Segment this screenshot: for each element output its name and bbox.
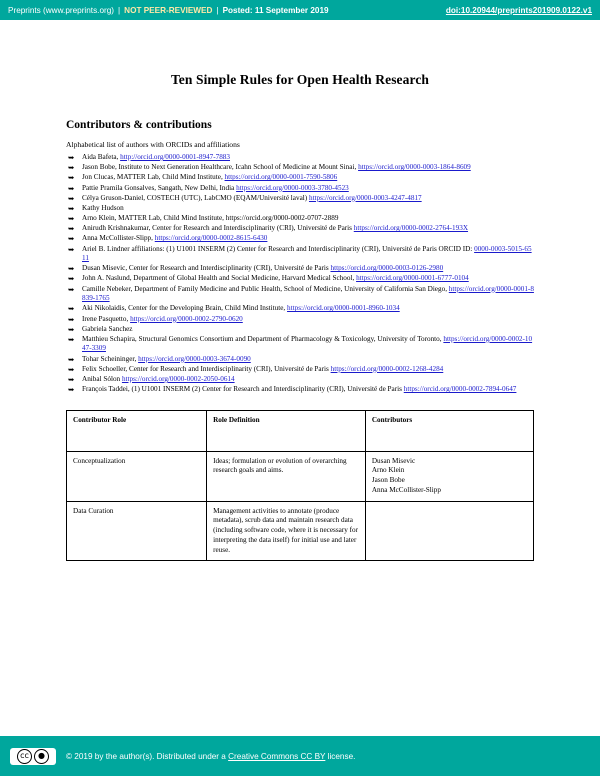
cc-by-icon: cc ● [10, 748, 56, 765]
author-list-item [66, 375, 534, 385]
author-list-item [66, 335, 534, 354]
posted-date-label: Posted: 11 September 2019 [222, 5, 329, 15]
author-name-affiliation: John A. Naslund, Department of Global Health and Social Medicine, Harvard Medical School, [82, 274, 357, 283]
arrow-bullet-icon: ➥ [68, 385, 75, 395]
orcid-link[interactable]: 0000-0003-5015-6511 [82, 244, 532, 263]
license-link[interactable]: Creative Commons CC BY [228, 751, 326, 761]
orcid-link[interactable]: https://orcid.org/0000-0003-1864-8609 [358, 163, 471, 172]
orcid-link[interactable]: https://orcid.org/0000-0001-8960-1034 [287, 304, 400, 313]
orcid-link[interactable]: https://orcid.org/0000-0002-0707-2889 [225, 214, 339, 223]
author-list-item [66, 224, 534, 234]
orcid-link[interactable]: https://orcid.org/0000-0002-1047-3309 [82, 334, 533, 353]
arrow-bullet-icon: ➥ [68, 153, 75, 162]
author-name-affiliation: Jason Bobe, Institute to Next Generation Healthcare, Icahn School of Medicine at Mount Sinai, [82, 163, 359, 172]
author-name-affiliation: Dusan Misevic, Center for Research and Interdisciplinarity (CRI), Université de Paris [82, 264, 331, 273]
arrow-bullet-icon: ➥ [68, 214, 75, 224]
author-list-item [66, 285, 534, 304]
author-list-item [66, 163, 534, 173]
contributor-name: Arno Klein [371, 466, 405, 475]
cell-role-definition: Ideas; formulation or evolution of overarching research goals and aims. [207, 451, 366, 501]
orcid-link[interactable]: https://orcid.org/0000-0002-2790-0620 [130, 314, 243, 323]
arrow-bullet-icon: ➥ [68, 314, 75, 324]
arrow-bullet-icon: ➥ [68, 364, 75, 374]
contributor-roles-table [66, 410, 534, 561]
banner-separator-1: | [118, 5, 121, 15]
orcid-link[interactable]: https://orcid.org/0000-0003-0126-2980 [330, 264, 444, 273]
author-name-affiliation: Kathy Hudson [82, 203, 124, 212]
banner-separator-2: | [216, 5, 219, 15]
author-list-item [66, 153, 534, 163]
orcid-link[interactable]: https://orcid.org/0000-0003-3780-4523 [236, 183, 349, 192]
author-name-affiliation: Tohar Scheininger, [82, 354, 139, 363]
author-list-item [66, 204, 534, 214]
author-list-item [66, 315, 534, 325]
doi-link[interactable]: doi:10.20944/preprints201909.0122.v1 [445, 5, 592, 15]
orcid-link[interactable]: http://orcid.org/0000-0001-8947-7883 [120, 153, 230, 161]
author-list-item [66, 325, 534, 335]
license-text [66, 752, 355, 761]
arrow-bullet-icon: ➥ [68, 183, 75, 193]
arrow-bullet-icon: ➥ [68, 375, 75, 384]
cell-contributors [365, 451, 533, 501]
cell-role-name: Data Curation [67, 501, 207, 561]
orcid-link[interactable]: https://orcid.org/0000-0002-2764-193X [353, 224, 469, 233]
author-list-item [66, 304, 534, 314]
author-list-item [66, 365, 534, 375]
column-header-role: Contributor Role [67, 410, 207, 451]
author-name-affiliation: Irene Pasquetto, [82, 314, 131, 323]
author-name-affiliation: Gabriela Sanchez [82, 324, 133, 333]
arrow-bullet-icon: ➥ [68, 264, 75, 274]
author-name-affiliation: Felix Schoeller, Center for Research and Interdisciplinarity (CRI), Université de Paris [82, 364, 331, 373]
author-name-affiliation: Anna McCollister-Slipp, [82, 234, 155, 243]
orcid-link[interactable]: https://orcid.org/0000-0001-6777-0104 [356, 274, 469, 283]
contributor-name: Anna McCollister-Slipp [371, 485, 441, 494]
author-list-item [66, 355, 534, 365]
section-heading-contributors: Contributors & contributions [66, 119, 212, 131]
contributor-name: Dusan Misevic [371, 456, 416, 465]
table-row [67, 451, 534, 501]
author-list-item [66, 214, 534, 224]
cell-role-definition: Management activities to annotate (produce metadata), scrub data and maintain research data (including software code, where it is necessary for interpreting the data itself) for initial use and later reuse. [207, 501, 366, 561]
author-name-affiliation: Pattie Pramila Gonsalves, Sangath, New Delhi, India [82, 183, 237, 192]
author-list-item [66, 234, 534, 244]
table-row [67, 501, 534, 561]
arrow-bullet-icon: ➥ [68, 163, 75, 173]
author-name-affiliation: Anirudh Krishnakumar, Center for Research and Interdisciplinarity (CRI), Université de Paris [82, 224, 354, 233]
copyright-text: © 2019 by the author(s). Distributed under a [66, 751, 229, 761]
table-body [67, 451, 534, 560]
author-name-affiliation: Camille Nebeker, Department of Family Medicine and Public Health, School of Medicine, University of California San Diego, [82, 284, 449, 293]
not-peer-reviewed-label: NOT PEER-REVIEWED [124, 5, 213, 15]
orcid-link[interactable]: https://orcid.org/0000-0002-1268-4284 [330, 364, 444, 373]
arrow-bullet-icon: ➥ [68, 224, 75, 234]
arrow-bullet-icon: ➥ [68, 304, 75, 314]
arrow-bullet-icon: ➥ [68, 244, 75, 254]
arrow-bullet-icon: ➥ [68, 203, 75, 213]
cell-contributors [365, 501, 533, 561]
orcid-link[interactable]: https://orcid.org/0000-0002-7894-0647 [403, 385, 517, 394]
author-list-item [66, 274, 534, 284]
table-header-row [67, 410, 534, 451]
preprint-banner [0, 0, 600, 20]
arrow-bullet-icon: ➥ [68, 284, 75, 294]
arrow-bullet-icon: ➥ [68, 274, 75, 284]
author-name-affiliation: François Taddei, (1) U1001 INSERM (2) Center for Research and Interdisciplinarity (CRI), Université de Paris [82, 385, 404, 394]
author-name-affiliation: Matthieu Schapira, Structural Genomics Consortium and Department of Pharmacology & Toxicology, University of Toronto, [82, 334, 444, 343]
license-tail-text: license. [325, 751, 356, 761]
preprints-site-label[interactable]: Preprints (www.preprints.org) [8, 5, 115, 15]
author-list-item [66, 245, 534, 264]
author-name-affiliation: Arno Klein, MATTER Lab, Child Mind Institute, [82, 214, 226, 223]
arrow-bullet-icon: ➥ [68, 354, 75, 364]
arrow-bullet-icon: ➥ [68, 334, 75, 344]
author-list-subheading: Alphabetical list of authors with ORCIDs and affiliations [66, 140, 240, 149]
arrow-bullet-icon: ➥ [68, 173, 75, 183]
author-name-affiliation: Aki Nikolaidis, Center for the Developing Brain, Child Mind Institute, [82, 304, 288, 313]
author-list [66, 153, 534, 395]
document-page [0, 20, 600, 736]
orcid-link[interactable]: https://orcid.org/0000-0001-7590-5806 [224, 173, 338, 182]
orcid-link[interactable]: https://orcid.org/0000-0002-8615-6430 [154, 234, 268, 243]
orcid-link[interactable]: https://orcid.org/0000-0001-8839-1765 [82, 284, 534, 303]
author-list-item [66, 264, 534, 274]
author-name-affiliation: Aida Bafeta, [82, 153, 121, 161]
arrow-bullet-icon: ➥ [68, 324, 75, 334]
author-list-item [66, 173, 534, 183]
author-name-affiliation: Anibal Sólon [82, 375, 122, 383]
author-name-affiliation: Célya Gruson-Daniel, COSTECH (UTC), LabCMO (EQAM/Université laval) [82, 193, 309, 202]
author-list-item [66, 184, 534, 194]
author-name-affiliation: Jon Clucas, MATTER Lab, Child Mind Institute, [82, 173, 225, 182]
author-list-item [66, 194, 534, 204]
orcid-link[interactable]: https://orcid.org/0000-0003-3674-0090 [138, 354, 251, 363]
page-title: Ten Simple Rules for Open Health Research [170, 72, 430, 87]
author-name-affiliation: Ariel B. Lindner affiliations: (1) U1001 INSERM (2) Center for Research and Interdisciplinarity (CRI), Université de Paris ORCID ID: [82, 244, 475, 253]
contributor-name: Jason Bobe [371, 476, 405, 485]
cell-role-name: Conceptualization [67, 451, 207, 501]
column-header-contributors: Contributors [365, 410, 533, 451]
arrow-bullet-icon: ➥ [68, 234, 75, 244]
arrow-bullet-icon: ➥ [68, 193, 75, 203]
column-header-definition: Role Definition [207, 410, 366, 451]
orcid-link[interactable]: https://orcid.org/0000-0002-2050-0614 [121, 375, 235, 383]
orcid-link[interactable]: https://orcid.org/0000-0003-4247-4817 [308, 193, 422, 202]
license-footer [0, 736, 600, 776]
author-list-item [66, 385, 534, 395]
